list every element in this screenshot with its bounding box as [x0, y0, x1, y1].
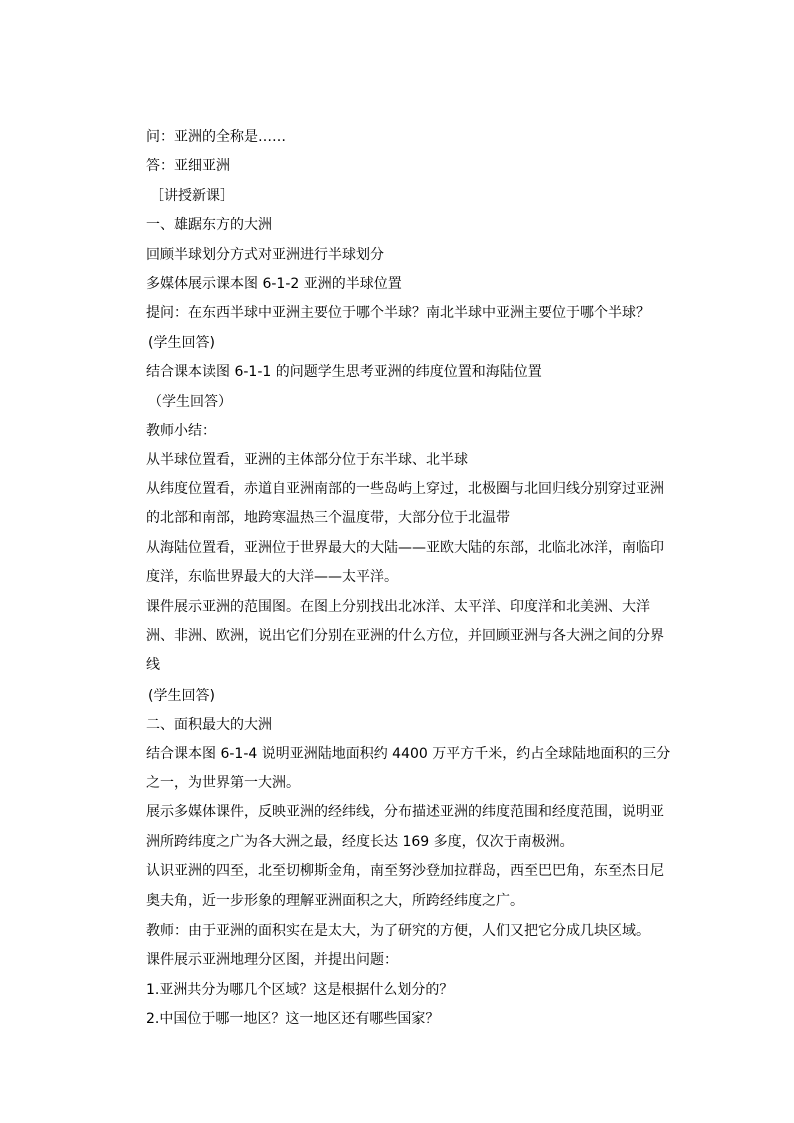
heading-2: 二、面积最大的大洲	[146, 716, 272, 733]
paragraph: 认识亚洲的四至，北至切柳斯金角，南至努沙登加拉群岛，西至巴巴角，东至杰日尼奥夫角，近一步形象的理解亚洲面积之大，所跨经纬度之广。	[146, 863, 664, 909]
paragraph: 展示多媒体课件，反映亚洲的经纬线，分布描述亚洲的纬度范围和经度范围，说明亚洲所跨纬度之广为各大洲之最，经度长达 169 多度，仅次于南极洲。	[146, 804, 664, 850]
paragraph: 回顾半球划分方式对亚洲进行半球划分	[146, 246, 384, 263]
numbered-question: 1.亚洲共分为哪几个区域？这是根据什么划分的？	[146, 981, 454, 998]
question-line: 问：亚洲的全称是……	[146, 129, 286, 145]
document-body	[146, 128, 676, 1039]
numbered-question: 2.中国位于哪一地区？这一地区还有哪些国家？	[146, 1010, 440, 1027]
section-marker: ［讲授新课］	[150, 187, 234, 204]
paragraph: 课件展示亚洲的范围图。在图上分别找出北冰洋、太平洋、印度洋和北美洲、大洋洲、非洲、欧洲，说出它们分别在亚洲的什么方位，并回顾亚洲与各大洲之间的分界线	[146, 598, 664, 674]
student-answer-note: (学生回答)	[148, 687, 215, 704]
heading-1: 一、雄踞东方的大洲	[146, 217, 272, 234]
paragraph: 多媒体展示课本图 6-1-2 亚洲的半球位置	[146, 275, 402, 292]
paragraph: 教师：由于亚洲的面积实在是太大，为了研究的方便，人们又把它分成几块区域。	[146, 922, 650, 939]
paragraph: 从海陆位置看，亚洲位于世界最大的大陆——亚欧大陆的东部，北临北冰洋，南临印度洋，东临世界最大的大洋——太平洋。	[146, 539, 664, 586]
teacher-summary-label: 教师小结：	[146, 422, 216, 439]
answer-line: 答：亚细亚洲	[146, 158, 230, 175]
student-answer-note: (学生回答)	[148, 334, 215, 351]
student-answer-note: （学生回答）	[148, 393, 232, 410]
question-paragraph: 提问：在东西半球中亚洲主要位于哪个半球？南北半球中亚洲主要位于哪个半球？	[146, 305, 650, 322]
paragraph: 从纬度位置看，赤道自亚洲南部的一些岛屿上穿过，北极圈与北回归线分别穿过亚洲的北部和南部，地跨寒温热三个温度带，大部分位于北温带	[146, 481, 664, 527]
paragraph: 结合课本图 6-1-4 说明亚洲陆地面积约 4400 万平方千米，约占全球陆地面积的三分之一，为世界第一大洲。	[146, 745, 671, 792]
paragraph: 从半球位置看，亚洲的主体部分位于东半球、北半球	[146, 452, 468, 469]
paragraph: 结合课本读图 6-1-1 的问题学生思考亚洲的纬度位置和海陆位置	[146, 364, 542, 381]
paragraph: 课件展示亚洲地理分区图，并提出问题：	[146, 952, 398, 969]
